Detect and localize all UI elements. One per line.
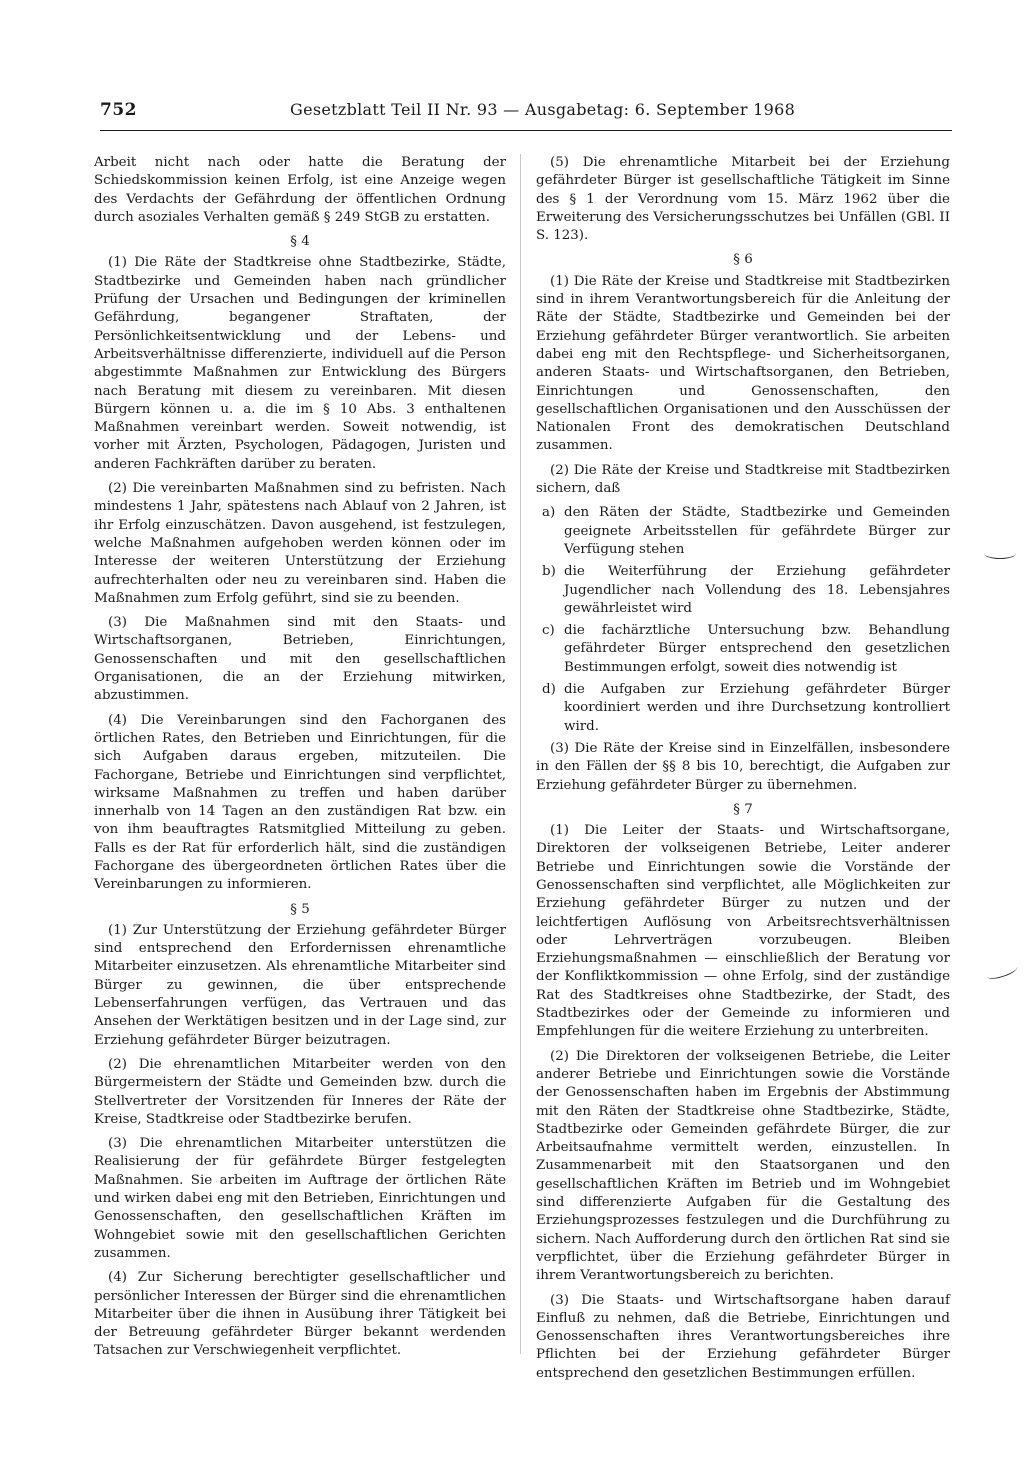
paragraph-4-4: (4) Die Vereinbarungen sind den Fachorganen des örtlichen Rates, den Betrieben und Einrichtungen, für die sich Aufgaben daraus ergeben, mitzuteilen. Die Fachorgane, Betriebe und Einrichtungen sind verpflichtet, wirksame Maßnahmen zu treffen und haben darüber innerhalb von 14 Tagen an den zuständigen Rat bzw. ein von ihm beauftragtes Ratsmitglied Mitteilung zu geben. Falls es der Rat für erforderlich hält, sind die zuständigen Fachorgane des übergeordneten örtlichen Rates über die Vereinbarungen zu informieren. [94, 712, 506, 893]
paragraph-5-2: (2) Die ehrenamtlichen Mitarbeiter werden von den Bürgermeistern der Städte und Gemeinden bzw. durch die Stellvertreter der Vorsitzenden für Inneres der Räte der Kreise, Stadtkreise oder Stadtbezirke berufen. [94, 1056, 506, 1127]
header-title: Gesetzblatt Teil II Nr. 93 — Ausgabetag: 6. September 1968 [290, 100, 796, 119]
paragraph-7-1: (1) Die Leiter der Staats- und Wirtschaftsorgane, Direktoren der volkseigenen Betriebe, Leiter anderer Betriebe und Einrichtungen sowie die Vorstände der Genossenschaften sind verpflichtet, alle Möglichkeiten zur Erziehung gefährdeter Bürger zu nutzen und der leichtfertigen Auflösung von Arbeitsrechtsverhältnissen oder Lehrverträgen vorzubeugen. Bleiben Erziehungsmaßnahmen — einschließlich der Beratung vor der Konfliktkommission — ohne Erfolg, sind der zuständige Rat des Stadtkreises ohne Stadtbezirke, der Stadt, des Stadtbezirkes oder der Gemeinde zu informieren und Empfehlungen für die weitere Erziehung zu unterbreiten. [536, 823, 950, 1040]
paragraph-4-2: (2) Die vereinbarten Maßnahmen sind zu befristen. Nach mindestens 1 Jahr, spätestens nach Ablauf von 2 Jahren, ist ihr Erfolg einzuschätzen. Davon ausgehend, ist festzulegen, welche Maßnahmen aufgehoben werden können oder im Interesse der weiteren Unterstützung der Erziehung aufrechterhalten oder neu zu vereinbaren sind. Haben die Maßnahmen zum Erfolg geführt, sind sie zu beenden. [94, 481, 506, 606]
list-item [536, 622, 950, 677]
intro-paragraph: Arbeit nicht nach oder hatte die Beratung der Schiedskommission keinen Erfolg, ist eine Anzeige wegen des Verdachts der Gefährdung der öffentlichen Ordnung durch asoziales Verhalten gemäß § 249 StGB zu erstatten. [94, 155, 506, 225]
section-heading-7: § 7 [733, 801, 753, 817]
paragraph-5-1: (1) Zur Unterstützung der Erziehung gefährdeter Bürger sind entsprechend den Erfordernissen ehrenamtliche Mitarbeiter einzusetzen. Als ehrenamtliche Mitarbeiter sind Bürger zu gewinnen, die über entsprechende Lebenserfahrungen verfügen, das Vertrauen und das Ansehen der Werktätigen besitzen und in der Lage sind, zur Erziehung gefährdeter Bürger beizutragen. [94, 922, 506, 1048]
list-item [536, 504, 950, 559]
list-item-text: den Räten der Städte, Stadtbezirke und Gemeinden geeignete Arbeitsstellen für gefährdete Bürger zur Verfügung stehen [564, 505, 950, 557]
column-divider [520, 154, 521, 1354]
list-item [536, 681, 950, 736]
section-heading-5: § 5 [290, 901, 310, 917]
section-heading-4: § 4 [290, 234, 310, 250]
page-number: 752 [100, 100, 137, 120]
list-item-label: c) [542, 623, 555, 639]
paragraph-7-2: (2) Die Direktoren der volkseigenen Betriebe, die Leiter anderer Betriebe und Einrichtungen sowie die Vorstände der Genossenschaften haben im Ergebnis der Abstimmung mit den Räten der Stadtkreise ohne Stadtbezirke, Städte, Stadtbezirke oder Gemeinden gefährdete Bürger, die zur Arbeitsaufnahme vermittelt werden, einzustellen. In Zusammenarbeit mit den Staatsorganen und den gesellschaftlichen Kräften im Betrieb und im Wohngebiet sind differenzierte Aufgaben für die Gestaltung des Erziehungsprozesses festzulegen und die Durchführung zu sichern. Nach Aufforderung durch den örtlichen Rat sind sie verpflichtet, über die Erziehung gefährdeter Bürger in ihrem Verantwortungsbereich zu berichten. [536, 1048, 950, 1284]
list-item-label: d) [542, 682, 556, 698]
list-item-text: die Weiterführung der Erziehung gefährdeter Jugendlicher nach Vollendung des 18. Lebensjahres gewährleistet wird [564, 564, 950, 616]
margin-mark [985, 961, 1019, 981]
list-item-text: die fachärztliche Untersuchung bzw. Behandlung gefährdeter Bürger entsprechend den gesetzlichen Bestimmungen erfolgt, soweit dies notwendig ist [564, 623, 950, 675]
paragraph-5-3: (3) Die ehrenamtlichen Mitarbeiter unterstützen die Realisierung der für gefährdete Bürger festgelegten Maßnahmen. Sie arbeiten im Auftrage der örtlichen Räte und wirken dabei eng mit den Betrieben, Einrichtungen und Genossenschaften, den gesellschaftlichen Kräften im Wohngebiet sowie mit den gesellschaftlichen Gerichten zusammen. [94, 1136, 506, 1261]
paragraph-5-5: (5) Die ehrenamtliche Mitarbeit bei der Erziehung gefährdeter Bürger ist gesellschaftliche Tätigkeit im Sinne des § 1 der Verordnung vom 15. März 1962 über die Erweiterung des Versicherungsschutzes bei Unfällen (GBl. II S. 123). [536, 155, 950, 244]
margin-mark [984, 548, 1016, 559]
paragraph-4-1: (1) Die Räte der Stadtkreise ohne Stadtbezirke, Städte, Stadtbezirke und Gemeinden haben nach gründlicher Prüfung der Ursachen und Bedingungen der kriminellen Gefährdung, begangener Straftaten, der Persönlichkeitsentwicklung und der Lebens- und Arbeitsverhältnisse differenzierte, individuell auf die Person abgestimmte Maßnahmen zur Entwicklung des Bürgers nach Beratung mit diesem zu vereinbaren. Mit diesen Bürgern können u. a. die im § 10 Abs. 3 enthaltenen Maßnahmen vereinbart werden. Soweit notwendig, ist vorher mit Ärzten, Psychologen, Pädagogen, Juristen und anderen Fachkräften darüber zu beraten. [94, 255, 506, 472]
right-column [536, 154, 950, 1389]
paragraph-4-3: (3) Die Maßnahmen sind mit den Staats- und Wirtschaftsorganen, Betrieben, Einrichtungen, Genossenschaften und mit den gesellschaftlichen Organisationen, die an der Erziehung mitwirken, abzustimmen. [94, 615, 506, 704]
list-6 [536, 504, 950, 736]
list-item-label: b) [542, 564, 556, 580]
paragraph-6-3: (3) Die Räte der Kreise sind in Einzelfällen, insbesondere in den Fällen der §§ 8 bis 10, berechtigt, die Aufgaben zur Erziehung gefährdeter Bürger zu übernehmen. [536, 740, 950, 793]
list-item [536, 563, 950, 618]
paragraph-6-2: (2) Die Räte der Kreise und Stadtkreise mit Stadtbezirken sichern, daß [536, 462, 950, 497]
list-item-text: die Aufgaben zur Erziehung gefährdeter Bürger koordiniert werden und ihre Durchsetzung kontrolliert wird. [564, 682, 950, 734]
page-header [100, 96, 952, 131]
left-column [94, 154, 506, 1367]
paragraph-5-4: (4) Zur Sicherung berechtigter gesellschaftlicher und persönlicher Interessen der Bürger sind die ehrenamtlichen Mitarbeiter über die ihnen in Ausübung ihrer Tätigkeit bei der Betreuung gefährdeter Bürger bekannt werdenden Tatsachen zur Verschwiegenheit verpflichtet. [94, 1270, 506, 1359]
paragraph-6-1: (1) Die Räte der Kreise und Stadtkreise mit Stadtbezirken sind in ihrem Verantwortungsbereich für die Anleitung der Räte der Städte, Stadtbezirke und Gemeinden bei der Erziehung gefährdeter Bürger verantwortlich. Sie arbeiten dabei eng mit den Rechtspflege- und Sicherheitsorganen, anderen Staats- und Wirtschaftsorganen, den Betrieben, Einrichtungen und Genossenschaften, den gesellschaftlichen Organisationen und den Ausschüssen der Nationalen Front des demokratischen Deutschland zusammen. [536, 273, 950, 454]
paragraph-7-3: (3) Die Staats- und Wirtschaftsorgane haben darauf Einfluß zu nehmen, daß die Betriebe, Einrichtungen und Genossenschaften ihres Verantwortungsbereiches ihre Pflichten bei der Erziehung gefährdeter Bürger entsprechend den gesetzlichen Bestimmungen erfüllen. [536, 1292, 950, 1381]
list-item-label: a) [542, 505, 556, 521]
section-heading-6: § 6 [733, 252, 753, 268]
